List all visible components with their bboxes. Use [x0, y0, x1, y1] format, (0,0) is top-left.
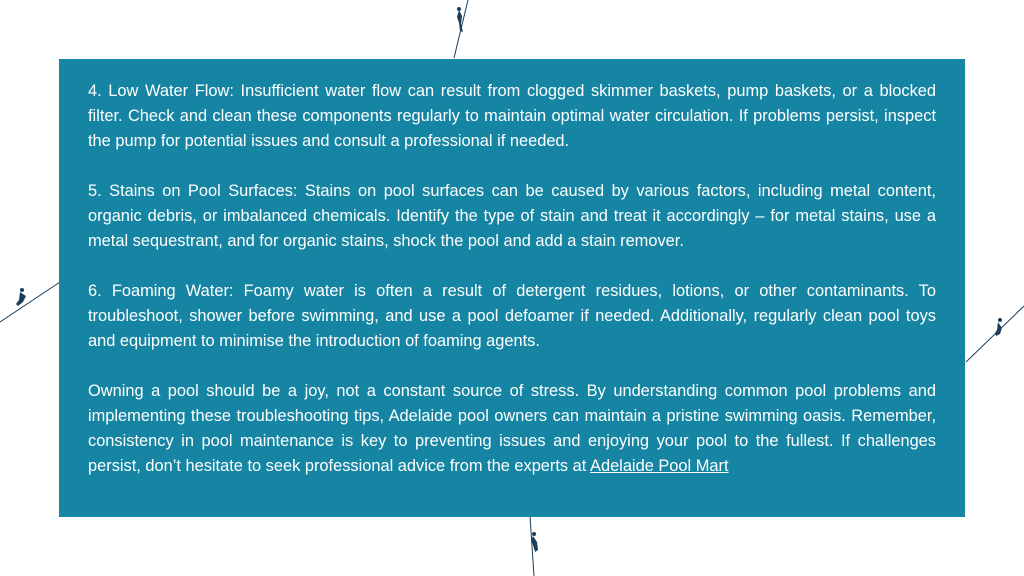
diver-icon-top	[446, 0, 476, 60]
adelaide-pool-mart-link[interactable]: Adelaide Pool Mart	[590, 457, 729, 475]
paragraph-closing	[88, 379, 936, 479]
diver-icon-bottom	[524, 516, 548, 576]
closing-text: Owning a pool should be a joy, not a constant source of stress. By understanding common pool problems and implementing these troubleshooting tips, Adelaide pool owners can maintain a pristine swimming oasis. Remember, consistency in pool maintenance is key to preventing issues and enjoying your pool to the fullest. If challenges persist, don’t hesitate to seek professional advice from the experts at	[88, 382, 936, 475]
paragraph-pool-stains: 5. Stains on Pool Surfaces: Stains on pool surfaces can be caused by various factors, including metal content, organic debris, or imbalanced chemicals. Identify the type of stain and treat it accordingly – for metal stains, use a metal sequestrant, and for organic stains, shock the pool and add a stain remover.	[88, 182, 936, 250]
paragraph-foaming-water: 6. Foaming Water: Foamy water is often a result of detergent residues, lotions, or other contaminants. To troubleshoot, shower before swimming, and use a pool defoamer if needed. Additionally, regularly clean pool toys and equipment to minimise the introduction of foaming agents.	[88, 282, 936, 350]
diver-icon-left	[0, 278, 62, 328]
content-panel	[59, 59, 965, 517]
paragraph-low-water-flow: 4. Low Water Flow: Insufficient water flow can result from clogged skimmer baskets, pump baskets, or a blocked filter. Check and clean these components regularly to maintain optimal water circulation. If problems persist, inspect the pump for potential issues and consult a professional if needed.	[88, 82, 936, 150]
diver-icon-right	[964, 302, 1024, 364]
